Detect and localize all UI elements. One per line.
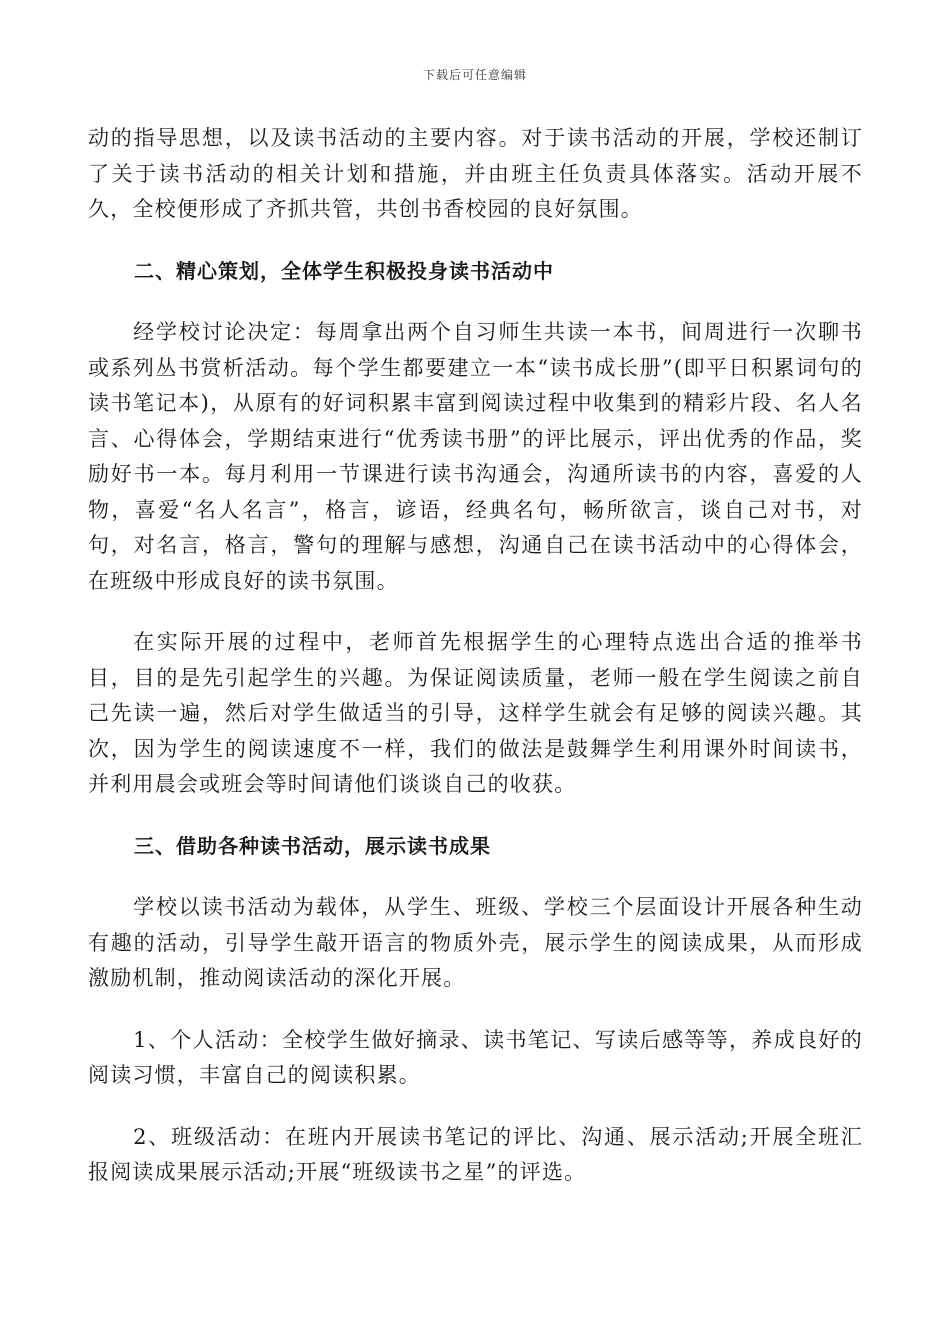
paragraph-class-activity: 2、班级活动：在班内开展读书笔记的评比、沟通、展示活动;开展全班汇报阅读成果展示活动;开展“班级读书之星”的评选。 xyxy=(88,1124,863,1184)
paragraph-personal-activity: 1、个人活动：全校学生做好摘录、读书笔记、写读后感等等，养成良好的阅读习惯，丰富自己的阅读积累。 xyxy=(88,1027,863,1087)
paragraph-practice: 在实际开展的过程中，老师首先根据学生的心理特点选出合适的推举书目，目的是先引起学生的兴趣。为保证阅读质量，老师一般在学生阅读之前自己先读一遍，然后对学生做适当的引导，这样学生就会有足够的阅读兴趣。其次，因为学生的阅读速度不一样，我们的做法是鼓舞学生利用课外时间读书，并利用晨会或班会等时间请他们谈谈自己的收获。 xyxy=(88,630,863,796)
paragraph-activities-intro: 学校以读书活动为载体，从学生、班级、学校三个层面设计开展各种生动有趣的活动，引导学生敲开语言的物质外壳，展示学生的阅读成果，从而形成激励机制，推动阅读活动的深化开展。 xyxy=(88,895,863,990)
paragraph-continued: 动的指导思想，以及读书活动的主要内容。对于读书活动的开展，学校还制订了关于读书活动的相关计划和措施，并由班主任负责具体落实。活动开展不久，全校便形成了齐抓共管，共创书香校园的良好氛围。 xyxy=(88,126,863,221)
document-body xyxy=(88,121,863,1217)
section-heading-2: 二、精心策划，全体学生积极投身读书活动中 xyxy=(134,258,554,283)
header-note: 下载后可任意编辑 xyxy=(422,68,527,82)
section-heading-3: 三、借助各种读书活动，展示读书成果 xyxy=(134,833,491,858)
paragraph-reading-plan: 经学校讨论决定：每周拿出两个自习师生共读一本书，间周进行一次聊书或系列丛书赏析活动。每个学生都要建立一本“读书成长册”(即平日积累词句的读书笔记本)，从原有的好词积累丰富到阅读过程中收集到的精彩片段、名人名言、心得体会，学期结束进行“优秀读书册”的评比展示，评出优秀的作品，奖励好书一本。每月利用一节课进行读书沟通会，沟通所读书的内容，喜爱的人物，喜爱“名人名言”，格言，谚语，经典名句，畅所欲言，谈自己对书，对句，对名言，格言，警句的理解与感想，沟通自己在读书活动中的心得体会，在班级中形成良好的读书氛围。 xyxy=(88,320,863,593)
